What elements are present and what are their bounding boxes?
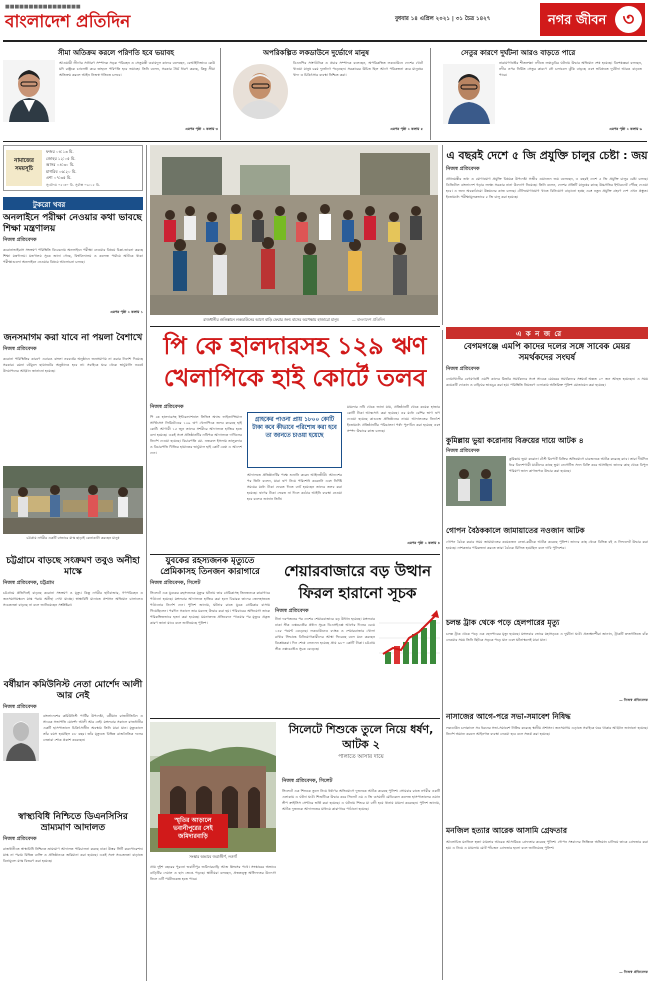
page-number: ৩ bbox=[615, 6, 642, 33]
share-story bbox=[275, 608, 440, 718]
headline[interactable]: নাসাজের আগে-পরে সভা-সমাবেশ নিষিদ্ধ bbox=[446, 712, 571, 721]
heritage-body: প্রায় দুইশ বছরের পুরনো ভবানীপুর জমিদারবাড়ি আজ ধ্বংসের পথে। সংস্কারের অভাবে বাড়িটির দেয়াল ও ছাদ ভেঙে পড়ছে। স্থানীয়রা বলছেন, প্রত্নতত্ত্ব অধিদফতর উদ্যোগ নিলে এটি পর্যটনকেন্দ্র হতে পারে। bbox=[150, 865, 276, 881]
portrait-photo bbox=[3, 713, 39, 761]
body: কুমিল্লায় ভুয়া করোনা টেস্ট রিপোর্ট বিক্রির অভিযোগে চারজনকে আটক করেছে র‌্যাব। তারা দীর্ঘদিন ধরে বিদেশগামী যাত্রীদের কাছে ভুয়া নেগেটিভ সনদ বিক্রি করে আসছিল। তাদের কাছ থেকে বিপুল পরিমাণ জাল কাগজপত্র উদ্ধার করা হয়েছে। bbox=[509, 457, 648, 473]
comilla-story bbox=[446, 436, 648, 524]
murder-story bbox=[446, 826, 648, 982]
body: চলন্ত ট্রাক থেকে পড়ে এক হেলপারের মৃত্যু হয়েছে। মঙ্গলবার ভোরে মহাসড়কে এ দুর্ঘটনা ঘটে। প্রত্যক্ষদর্শীরা জানান, ট্রাকটি দ্রুতগতিতে বাঁক নেওয়ার সময় তিনি ছিটকে সড়কে পড়ে যান এবং ঘটনাস্থলেই মারা যান। bbox=[446, 632, 648, 642]
reporter: নিজস্ব প্রতিবেদক bbox=[3, 237, 37, 243]
body: করোনাভাইরাস সংক্রমণ পরিস্থিতি বিবেচনায় অনলাইনে পরীক্ষা নেওয়ার বিষয়ে চিন্তা-ভাবনা করছে শিক্ষা মন্ত্রণালয়। মন্ত্রণালয় সূত্রে জানা গেছে, বিশ্ববিদ্যালয় ও কলেজ পর্যায়ে আটকে থাকা পরীক্ষাগুলো অনলাইনে নেওয়ার বিষয়ে আলোচনা চলছে। bbox=[3, 248, 143, 264]
reporter: নিজস্ব প্রতিবেদক, চট্টগ্রাম bbox=[3, 580, 54, 586]
top-story-2 bbox=[223, 46, 428, 154]
rule bbox=[150, 554, 440, 555]
top-row-rule bbox=[3, 141, 647, 142]
rule bbox=[150, 718, 440, 719]
body-col-1: পি কে হালদারসহ ইন্টারন্যাশনাল লিজিং অ্যান্ড ফাইন্যান্সিয়াল সার্ভিসেস লিমিটেডের ১২৯ ঋণ খেলাপিকে তলব করেছে হাই কোর্ট। আগামী ১৫ জুন তাদের সশরীরে আদালতে হাজির হতে বলা হয়েছে। একই সঙ্গে প্রতিষ্ঠানটির নথিপত্র আদালতে দাখিলের নির্দেশ দেওয়া হয়েছে। বিচারপতি মো. নজরুল ইসলাম তালুকদার ও বিচারপতি খিজির হায়াতের ভার্চুয়াল হাই কোর্ট বেঞ্চ এ আদেশ দেন। bbox=[150, 415, 242, 455]
continue-link[interactable]: এরপর পৃষ্ঠা ২ কলাম ৫ bbox=[390, 127, 423, 131]
caption-text: রাজধানীর গুলিস্তানে লকডাউনের আগে বাড়ি ফেরার জন্য বাসের অপেক্ষায় হাজারো মানুষ bbox=[203, 317, 339, 322]
headline[interactable]: বর্ষীয়ান কমিউনিস্ট নেতা মোর্শেদ আলী আর নেই bbox=[3, 680, 143, 701]
section-title: নগর জীবন bbox=[548, 13, 607, 28]
headline[interactable]: স্বাস্থ্যবিধি নিশ্চিতে ডিএনসিসির ভ্রাম্যমাণ আদালত bbox=[18, 812, 128, 833]
masthead bbox=[0, 0, 650, 46]
gathering-story bbox=[446, 712, 648, 822]
body: বিএনপির সাংগঠনিক ও প্রচার সম্পাদক বলেছেন, অপরিকল্পিত লকডাউনে দেশের খেটে খাওয়া মানুষ চরম দুর্ভোগে পড়েছেন। সরকারের উচিত ছিল আগে পরিকল্পনা করে মানুষের খাদ্য ও চিকিৎসার ব্যবস্থা নিশ্চিত করা। bbox=[293, 61, 423, 77]
reporter: নিজস্ব প্রতিবেদক, সিলেট bbox=[282, 778, 333, 784]
youth-story bbox=[150, 556, 270, 706]
divider bbox=[430, 48, 431, 140]
heritage-caption-box bbox=[158, 814, 228, 848]
body: প্রধানমন্ত্রীর তথ্য ও যোগাযোগ প্রযুক্তি বিষয়ক উপদেষ্টা সজীব ওয়াজেদ জয় বলেছেন, এ বছরই দেশে ৫ জি প্রযুক্তি চালুর চেষ্টা চলছে। ডিজিটাল বাংলাদেশ গড়ার লক্ষ্যে সরকার নানা উদ্যোগ নিয়েছে। তিনি বলেন, দেশের প্রতিটি মানুষের কাছে উচ্চগতির ইন্টারনেট পৌঁছে দেওয়া হবে। এ জন্য অবকাঠামো উন্নয়নের কাজ চলছে। টেলিযোগাযোগ খাতে বিনিয়োগ বাড়ানো হচ্ছে এবং নতুন প্রযুক্তি গ্রহণে দেশ এখন প্রস্তুত। ইতোমধ্যে পরীক্ষামূলকভাবে ৫ জি চালু করা হয়েছে। bbox=[446, 177, 648, 199]
reporter: নিজস্ব প্রতিবেদক, সিলেট bbox=[150, 580, 201, 586]
body: চট্টগ্রামে প্রতিদিনই বাড়ছে করোনা সংক্রমণ ও মৃত্যু। কিন্তু নগরীর হাটবাজার, গণপরিবহন ও জনসমাগমস্থলে মাস্ক পরায় অনীহা দেখা যাচ্ছে। স্বাস্থ্যবিধি মানাতে প্রশাসন অভিযান চালালেও সচেতনতা বাড়ছে না বলে জানিয়েছেন সংশ্লিষ্টরা। bbox=[3, 591, 143, 607]
pullquote-text: গ্রাহকের পাওনা প্রায় ১৮০০ কোটি টাকা কবে কীভাবে পরিশোধ করা হবে তা জানতে চাওয়া হয়েছে bbox=[252, 417, 337, 439]
continue-link[interactable]: এরপর পৃষ্ঠা ২ কলাম ১ bbox=[110, 310, 143, 314]
ek-nozore-banner bbox=[446, 327, 648, 339]
section-label: টুকরো খবর bbox=[33, 201, 66, 209]
top-story-3 bbox=[433, 46, 647, 154]
headline[interactable]: চলন্ত ট্রাক থেকে পড়ে হেলপারের মৃত্যু bbox=[446, 618, 560, 627]
body: লকডাউন চলাকালে সব ধরনের সভা-সমাবেশ নিষিদ্ধ করেছে স্থানীয় প্রশাসন। জনসমাগম এড়াতে সবাইকে ঘরে থাকার আহ্বান জানানো হয়েছে। নির্দেশ অমান্য করলে আইনগত ব্যবস্থা নেওয়া হবে বলে সতর্ক করা হয়েছে। bbox=[446, 726, 648, 736]
prayer-title bbox=[6, 150, 42, 186]
lead-story bbox=[150, 404, 440, 552]
lead-headline[interactable]: পি কে হালদারসহ ১২৯ ঋণ খেলাপিকে হাই কোর্টে তলব bbox=[163, 332, 427, 392]
prayer-row: জোহর ১২:০৫ মি. bbox=[46, 155, 76, 161]
photo-caption: সংস্কার অভাবে জরাজীর্ণ, নওগাঁ bbox=[189, 854, 237, 859]
heritage-photo bbox=[150, 722, 276, 852]
official-photo bbox=[443, 64, 495, 124]
body: বাংলাদেশের কমিউনিস্ট পার্টির উপদেষ্টা, বর্ষীয়ান রাজনীতিবিদ ও সাবেক সভাপতি মোর্শেদ আলী আর নেই। মঙ্গলবার সকালে রাজধানীর একটি হাসপাতালে চিকিৎসাধীন অবস্থায় তিনি মারা যান। মৃত্যুকালে তাঁর বয়স হয়েছিল ৮৮ বছর। তাঁর মৃত্যুতে বিভিন্ন রাজনৈতিক দলের নেতারা শোক প্রকাশ করেছেন। bbox=[43, 714, 143, 742]
divider bbox=[442, 330, 443, 980]
stock-chart-image bbox=[379, 608, 440, 668]
divider bbox=[220, 48, 221, 140]
headline[interactable]: অনলাইনে পরীক্ষা নেওয়ার কথা ভাবছে শিক্ষা মন্ত্রণালয় bbox=[3, 213, 142, 234]
dncc-story bbox=[3, 812, 143, 982]
body: সিলেটে এক যুবকের রহস্যজনক মৃত্যুর ঘটনায় তার প্রেমিকাসহ তিনজনকে কারাগারে পাঠানো হয়েছে। মঙ্গলবার আদালতে হাজির করা হলে বিচারক তাদের জেলহাজতে পাঠানোর নির্দেশ দেন। পুলিশ জানায়, ঘটনার রাতে যুবক প্রেমিকার বাসায় গিয়েছিলেন। পরদিন সকালে তার মরদেহ উদ্ধার করা হয়। পরিবারের অভিযোগ তাকে পরিকল্পিতভাবে হত্যা করা হয়েছে। ময়নাতদন্ত প্রতিবেদন পাওয়ার পর মৃত্যুর প্রকৃত কারণ জানা যাবে বলে জানিয়েছে পুলিশ। bbox=[150, 591, 270, 625]
market-photo bbox=[3, 466, 143, 534]
body: সিলেটে এক শিশুকে তুলে নিয়ে ধর্ষণের অভিযোগে দুজনকে আটক করেছে পুলিশ। সোমবার রাতে নগরীর একটি এলাকায় এ ঘটনা ঘটে। শিশুটিকে উদ্ধার করে সিলেট এম এ জি ওসমানী মেডিকেল কলেজ হাসপাতালের ওয়ান স্টপ ক্রাইসিস সেন্টারে ভর্তি করা হয়েছে। এ ঘটনায় শিশুর মা বাদী হয়ে থানায় মামলা করেছেন। পুলিশ জানায়, আটক দুজনকে আদালতের মাধ্যমে কারাগারে পাঠানো হয়েছে। bbox=[282, 789, 440, 811]
prayer-extra: সূর্যোদয় ০৫:৩০ মি. সূর্যাস্ত ০৬:১৫ মি. bbox=[46, 182, 101, 187]
reporter: নিজস্ব প্রতিবেদক bbox=[446, 366, 480, 372]
body-col-2: আদালতে প্রতিষ্ঠানটির পক্ষে শুনানি করেন আইনজীবী। আদেশের পর তিনি বলেন, যারা ঋণ নিয়ে পরিশোধ করেননি এবং নির্দিষ্ট সময়ের মধ্যে টাকা ফেরত দিতে ব্যর্থ হয়েছেন তাদের তলব করা হয়েছে। ঋণের টাকা ফেরত না দিলে কঠোর আইনি ব্যবস্থা নেওয়া হবে বলেও জানান তিনি। bbox=[247, 473, 342, 501]
comrade-story bbox=[3, 680, 143, 808]
headline[interactable]: গোপন বৈঠককালে জামায়াতের নওজান আটক bbox=[446, 526, 585, 535]
photo-caption: চট্টগ্রাম নগরীর একটি বাজারে মাস্ক ছাড়াই কেনাকাটা করছেন মানুষ bbox=[26, 536, 120, 540]
byline: — নিজস্ব প্রতিবেদক bbox=[619, 970, 648, 974]
share-headline[interactable]: শেয়ারবাজারে বড় উত্থান ফিরল হারানো সূচক bbox=[283, 562, 432, 602]
chattogram-story bbox=[3, 556, 143, 676]
reporter: নিজস্ব প্রতিবেদক bbox=[150, 404, 184, 410]
headline[interactable]: অপরিকল্পিত লকডাউনে দুর্ভোগে মানুষ bbox=[263, 49, 369, 57]
continue-link[interactable]: এরপর পৃষ্ঠা ২ কলাম ৩ bbox=[185, 127, 218, 131]
left-col-divider bbox=[146, 145, 147, 981]
headline[interactable]: চট্টগ্রামে বাড়ছে সংক্রমণ তবুও অনীহা মাস্কে bbox=[6, 556, 140, 577]
body: আওয়ামী লীগের সাধারণ সম্পাদক সড়ক পরিবহন ও সেতুমন্ত্রী ওবায়দুল কাদের বলেছেন, বেআইনিভাবে কেউ যদি রাষ্ট্রকে চ্যালেঞ্জ করে তাহলে পরিণতি হবে ভয়াবহ। তিনি বলেন, সরকার ধৈর্য ধারণ করছে, কিন্তু সীমা অতিক্রম করলে আইন নিজস্ব গতিতে চলবে। bbox=[59, 61, 215, 77]
continue-link[interactable]: এরপর পৃষ্ঠা ২ কলাম ৬ bbox=[609, 127, 642, 131]
reporter: নিজস্ব প্রতিবেদক bbox=[446, 448, 480, 454]
headline[interactable]: কুমিল্লায় ভুয়া করোনায় বিক্রয়ের দায়ে আটক ৪ bbox=[446, 436, 584, 445]
tukro-banner bbox=[3, 197, 143, 210]
headline[interactable]: মনজিল হত্যার আরেক আসামি গ্রেফতার bbox=[446, 826, 567, 835]
body-col-3: মামলার নথি থেকে জানা যায়, প্রতিষ্ঠানটি থেকে কয়েক হাজার কোটি টাকা আত্মসাৎ করা হয়েছে। এর মধ্যে বেশির ভাগ ঋণ দেওয়া হয়েছে কাগুজে প্রতিষ্ঠানের নামে। আদালতের নির্দেশে ইতোমধ্যে প্রতিষ্ঠানটির পরিচালনা পর্ষদ পুনর্গঠন করা হয়েছে এবং সম্পদ উদ্ধারে কাজ চলছে। bbox=[347, 405, 440, 433]
body: নারায়ণগঞ্জের শীতলক্ষ্যা নদীতে লঞ্চডুবির ঘটনায় উদ্ধার অভিযান শেষ হয়েছে। বিশেষজ্ঞরা বলছেন, নদীর ওপর নির্মিত সেতুর কারণে নৌ চলাচলে ঝুঁকি বাড়ছে এবং ভবিষ্যতে দুর্ঘটনা আরও বাড়তে পারে। bbox=[499, 61, 642, 77]
byline: — নিজস্ব প্রতিবেদক bbox=[619, 698, 648, 702]
politician-photo bbox=[3, 60, 55, 122]
crowd-photo bbox=[150, 145, 438, 315]
prayer-rows bbox=[46, 149, 141, 188]
section-banner bbox=[540, 3, 645, 36]
headline[interactable]: সীমা অতিক্রম করলে পরিণতি হবে ভয়াবহ bbox=[58, 49, 174, 57]
issue-date: বুধবার ১৪ এপ্রিল ২০২১ | ৩১ চৈত্র ১৪২৭ bbox=[395, 16, 491, 22]
begumganj-story bbox=[446, 342, 648, 434]
pullquote bbox=[247, 412, 342, 468]
top-story-1 bbox=[3, 46, 218, 154]
body: নোয়াখালীর বেগমগঞ্জে এমপি কাদের মির্জার সমর্থকদের সঙ্গে সাবেক মেয়রের সমর্থকদের সংঘর্ষে অন্তত ২০ জন আহত হয়েছেন। এ সময় কয়েকটি দোকান ও বাড়িঘর ভাঙচুর করা হয়। পরিস্থিতি নিয়ন্ত্রণে এলাকায় অতিরিক্ত পুলিশ মোতায়েন করা হয়েছে। bbox=[446, 377, 648, 387]
online-exam-story bbox=[3, 213, 143, 331]
prayer-times-box bbox=[3, 145, 143, 191]
reporter: নিজস্ব প্রতিবেদক bbox=[3, 704, 37, 710]
photo-caption bbox=[150, 317, 438, 324]
caption-text: স্মৃতির আড়ালে ভবানীপুরের সেই জমিদারবাড়ি bbox=[173, 817, 213, 840]
lead-rule bbox=[150, 326, 440, 327]
headline[interactable]: এ বছরই দেশে ৫ জি প্রযুক্তি চালুর চেষ্টা : জয় bbox=[446, 149, 648, 162]
body: করোনা পরিস্থিতির কারণে এবারও বাংলা নববর্ষের অনুষ্ঠানে জনসমাগম না করার নির্দেশ দিয়েছে সরকার। রমনা বটমূলে ছায়ানটের অনুষ্ঠানও হবে না। সবাইকে ঘরে থেকে ভার্চুয়ালি নববর্ষ উদযাপনের আহ্বান জানানো হয়েছে। bbox=[3, 357, 143, 373]
headline[interactable]: সিলেটে শিশুকে তুলে নিয়ে ধর্ষণ, আটক ২ bbox=[288, 723, 434, 751]
headline[interactable]: যুবকের রহস্যজনক মৃত্যুতে প্রেমিকাসহ তিনজন কারাগারে bbox=[160, 556, 260, 577]
sylhet-story bbox=[282, 778, 440, 980]
prayer-row: এশা ০৭:৩৫ মি. bbox=[46, 175, 72, 180]
body: টানা দরপতনের পর দেশের শেয়ারবাজারে বড় উত্থান হয়েছে। মঙ্গলবার ঢাকা স্টক এক্সচেঞ্জের প্রধান সূচক ডিএসইএক্স আগের দিনের চেয়ে ১৪৮ পয়েন্ট বেড়েছে। লকডাউনেও ব্যাংক ও শেয়ারবাজার খোলা রাখার সিদ্ধান্তে বিনিয়োগকারীদের আস্থা ফিরেছে বলে মনে করছেন বিশ্লেষকরা। দিন শেষে লেনদেন হয়েছে প্রায় ৬৮০ কোটি টাকা। চট্টগ্রাম স্টক এক্সচেঞ্জেও সূচক বেড়েছে। bbox=[275, 617, 375, 651]
prayer-row: আসর ০৪:৩০ মি. bbox=[46, 162, 75, 167]
body: রাজধানীতে স্বাস্থ্যবিধি নিশ্চিতে ভ্রাম্যমাণ আদালত পরিচালনা করছে ঢাকা উত্তর সিটি করপোরেশন। মাস্ক না পরায় বিভিন্ন ব্যক্তি ও প্রতিষ্ঠানকে জরিমানা করা হয়েছে। একই সঙ্গে সচেতনতা বাড়াতে বিনামূল্যে মাস্ক বিতরণ করা হয়েছে। bbox=[3, 847, 143, 863]
body: গোপন বৈঠক করার সময় জামায়াতের কয়েকজন নেতা-কর্মীকে আটক করেছে পুলিশ। তাদের কাছ থেকে বিভিন্ন বই ও লিফলেট উদ্ধার করা হয়েছে। নাশকতার পরিকল্পনা করতে তারা বৈঠকে মিলিত হয়েছিল বলে দাবি পুলিশের। bbox=[446, 540, 648, 550]
prayer-title-text: নামাজের সময়সূচি bbox=[14, 158, 34, 172]
logo-text: বাংলাদেশ প্রতিদিন bbox=[5, 12, 131, 32]
masthead-rule bbox=[3, 40, 647, 42]
jamaat-story bbox=[446, 526, 648, 616]
reporter: নিজস্ব প্রতিবেদক bbox=[446, 166, 480, 172]
headline[interactable]: সেতুর কারণে দুর্ঘটনা আরও বাড়তে পারে bbox=[461, 49, 576, 57]
sylhet-headline-box bbox=[282, 722, 440, 774]
headline[interactable]: জনসমাগম করা যাবে না পয়লা বৈশাখে bbox=[3, 333, 143, 343]
arrest-photo bbox=[446, 456, 506, 506]
newspaper-logo[interactable]: ■■■■■■■■■■■■■■■■ বাংলাদেশ প্রতিদিন bbox=[5, 4, 131, 32]
body: আলোচিত মনজিল হত্যা মামলার আরেক আসামিকে গ্রেফতার করেছে পুলিশ। গোপন সংবাদের ভিত্তিতে অভিযান চালিয়ে তাকে গ্রেফতার করা হয়। এ নিয়ে এ মামলায় মোট পাঁচজন গ্রেফতার হলো বলে জানিয়েছে পুলিশ। bbox=[446, 840, 648, 850]
5g-story bbox=[446, 148, 648, 323]
reporter: নিজস্ব প্রতিবেদক bbox=[3, 346, 37, 352]
photo-credit: — বাংলাদেশ প্রতিদিন bbox=[351, 317, 385, 322]
headline[interactable]: বেগমগঞ্জে এমপি কাদের দলের সঙ্গে সাবেক মেয়র সমর্থকদের সংঘর্ষ bbox=[463, 342, 631, 363]
boishakh-story bbox=[3, 333, 143, 463]
prayer-row: মাগরিব ০৬:২০ মি. bbox=[46, 168, 77, 174]
continue-link[interactable]: এরপর পৃষ্ঠা ২ কলাম ৪ bbox=[407, 541, 440, 545]
prayer-row: ফজর ০৪:১৩ মি. bbox=[46, 149, 74, 154]
section-label: এ ক ন জ রে bbox=[516, 330, 563, 338]
reporter: নিজস্ব প্রতিবেদক bbox=[275, 608, 309, 614]
reporter: নিজস্ব প্রতিবেদক bbox=[3, 836, 37, 842]
divider bbox=[442, 145, 443, 325]
truck-story bbox=[446, 618, 648, 708]
subhead: পালাতে আসার দায়ে bbox=[338, 754, 384, 760]
politician-photo bbox=[233, 64, 288, 119]
